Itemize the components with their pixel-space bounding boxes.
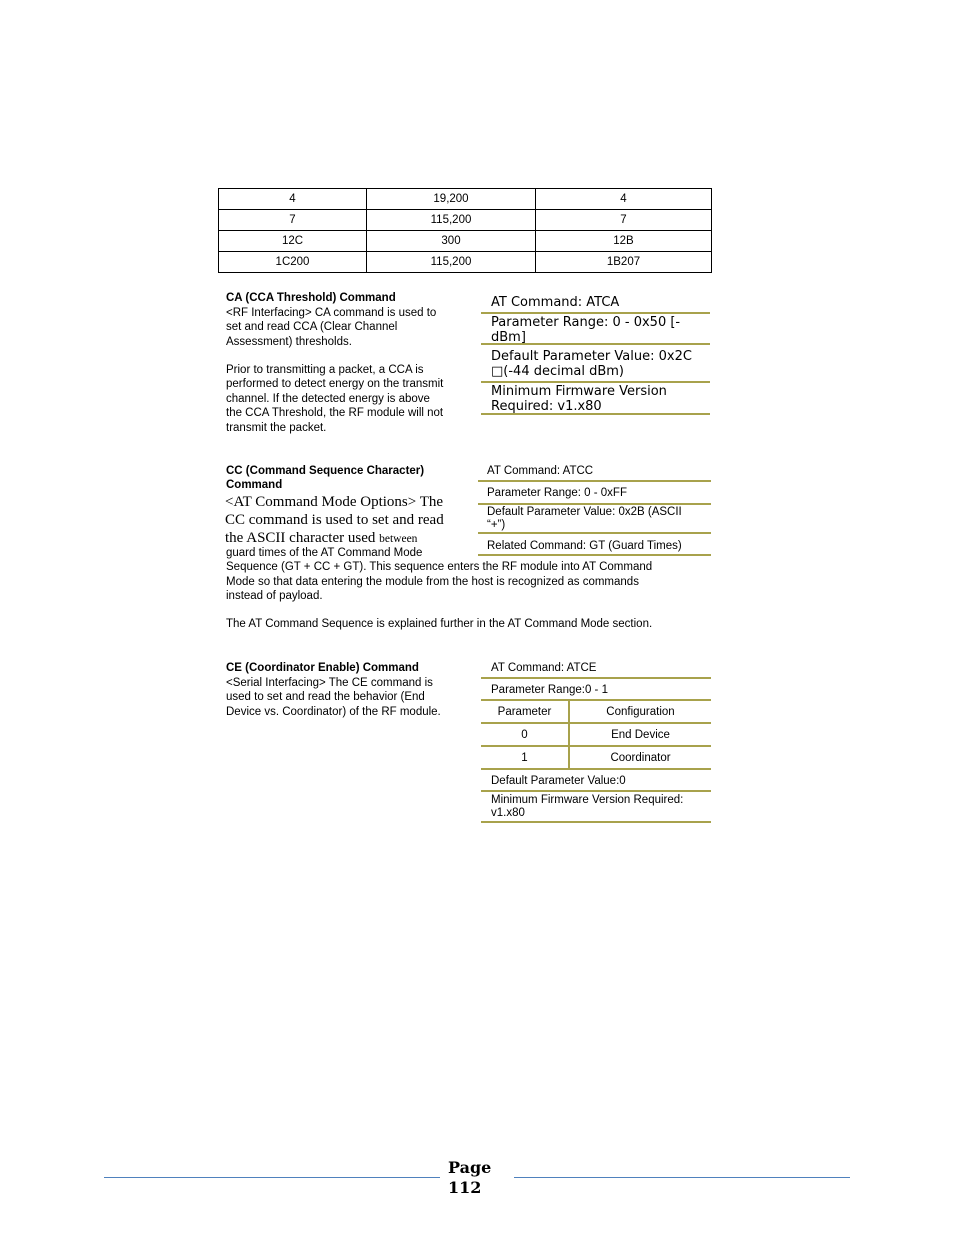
ca-para-line: Prior to transmitting a packet, a CCA is xyxy=(226,364,424,376)
cc-title-line: CC (Command Sequence Character) xyxy=(226,465,425,477)
ca-para-line: transmit the packet. xyxy=(226,421,327,434)
table-cell: End Device xyxy=(569,723,711,746)
ce-default: Default Parameter Value:0 xyxy=(491,775,626,787)
ca-desc-line: Assessment) thresholds. xyxy=(226,335,352,348)
ce-config-header-row xyxy=(481,701,711,723)
ca-default-cell xyxy=(481,345,710,383)
ce-config-table xyxy=(481,701,711,770)
ce-range-cell xyxy=(481,679,711,701)
cc-serif-tail: between xyxy=(379,533,418,545)
ca-default xyxy=(491,349,692,379)
ce-firmware-line: Minimum Firmware Version Required: xyxy=(491,794,684,806)
page-number: 112 xyxy=(448,1178,482,1197)
cc-related: Related Command: GT (Guard Times) xyxy=(487,540,682,552)
ca-desc-line: <RF Interfacing> CA command is used to xyxy=(226,307,437,319)
baud-rate-table xyxy=(218,188,712,273)
ce-at-command: AT Command: ATCE xyxy=(491,662,597,674)
table-cell: Coordinator xyxy=(569,746,711,769)
cc-note: The AT Command Sequence is explained further in the AT Command Mode section. xyxy=(226,618,653,630)
table-row xyxy=(219,210,712,231)
footer-rule-left xyxy=(104,1177,440,1178)
ca-range xyxy=(491,315,680,345)
ce-desc-line: <Serial Interfacing> The CE command is xyxy=(226,677,433,689)
ca-para-line: channel. If the detected energy is above xyxy=(226,392,430,405)
cc-default-cell xyxy=(478,505,711,534)
cc-desc-line: instead of payload. xyxy=(226,590,323,603)
cc-default-line: “+”) xyxy=(487,519,506,531)
ce-description xyxy=(226,676,441,719)
cc-related-cell xyxy=(478,534,711,556)
ca-firmware-cell xyxy=(481,383,710,415)
ca-paragraph xyxy=(226,363,443,435)
ce-firmware-cell xyxy=(481,792,711,823)
cc-serif-intro xyxy=(225,493,444,547)
table-cell: 4 xyxy=(536,189,712,210)
ce-title: CE (Coordinator Enable) Command xyxy=(226,662,419,674)
table-cell: 115,200 xyxy=(367,210,536,231)
table-row xyxy=(219,252,712,273)
ca-description xyxy=(226,306,436,349)
ca-firmware-line: Required: v1.x80 xyxy=(491,399,602,414)
table-cell: 1B207 xyxy=(536,252,712,273)
ca-desc-line: set and read CCA (Clear Channel xyxy=(226,321,398,334)
ca-default-line: Default Parameter Value: 0x2C xyxy=(491,349,692,364)
ca-para-line: the CCA Threshold, the RF module will not xyxy=(226,407,444,420)
table-row xyxy=(481,723,711,746)
ca-para-line: performed to detect energy on the transmit xyxy=(226,378,444,391)
ca-range-cell xyxy=(481,314,710,345)
table-cell: 4 xyxy=(219,189,367,210)
ce-config-header: Parameter xyxy=(481,701,569,723)
cc-desc-line: Sequence (GT + CC + GT). This sequence enters the RF module into AT Command xyxy=(226,561,653,574)
table-cell: 0 xyxy=(481,723,569,746)
ce-range: Parameter Range:0 - 1 xyxy=(491,684,608,696)
table-row xyxy=(219,189,712,210)
table-cell: 7 xyxy=(219,210,367,231)
cc-at-command-cell xyxy=(478,460,711,482)
cc-serif-line: the ASCII character used xyxy=(225,530,376,546)
table-cell: 7 xyxy=(536,210,712,231)
cc-desc-line: guard times of the AT Command Mode xyxy=(226,547,423,559)
ca-at-command-cell xyxy=(481,292,710,314)
cc-default-line: Default Parameter Value: 0x2B (ASCII xyxy=(487,506,682,518)
ce-desc-line: Device vs. Coordinator) of the RF module. xyxy=(226,705,441,718)
ce-desc-line: used to set and read the behavior (End xyxy=(226,691,425,704)
table-cell: 300 xyxy=(367,231,536,252)
cc-title-line: Command xyxy=(226,479,283,492)
ce-config-header: Configuration xyxy=(569,701,711,723)
ca-at-command: AT Command: ATCA xyxy=(491,295,620,310)
ce-default-cell xyxy=(481,771,711,792)
ca-range-line: dBm] xyxy=(491,330,526,345)
footer-rule-right xyxy=(514,1177,850,1178)
ce-firmware-line: v1.x80 xyxy=(491,807,525,819)
table-cell: 19,200 xyxy=(367,189,536,210)
cc-desc-line: Mode so that data entering the module from the host is recognized as commands xyxy=(226,575,639,588)
cc-default xyxy=(487,506,682,532)
ca-title: CA (CCA Threshold) Command xyxy=(226,292,396,304)
table-cell: 1 xyxy=(481,746,569,769)
ca-default-line: □(-44 decimal dBm) xyxy=(491,364,625,379)
table-row xyxy=(481,746,711,769)
cc-at-command: AT Command: ATCC xyxy=(487,465,594,477)
cc-range-cell xyxy=(478,482,711,505)
cc-serif-line: <AT Command Mode Options> The xyxy=(225,494,444,510)
table-cell: 1C200 xyxy=(219,252,367,273)
ce-firmware xyxy=(491,794,683,820)
ca-firmware xyxy=(491,384,667,414)
table-cell: 12C xyxy=(219,231,367,252)
ca-range-line: Parameter Range: 0 - 0x50 [- xyxy=(491,315,681,330)
page-label: Page xyxy=(448,1158,492,1177)
table-cell: 115,200 xyxy=(367,252,536,273)
cc-title xyxy=(226,464,424,493)
table-cell: 12B xyxy=(536,231,712,252)
ca-firmware-line: Minimum Firmware Version xyxy=(491,384,667,399)
cc-range: Parameter Range: 0 - 0xFF xyxy=(487,487,627,499)
cc-serif-line: CC command is used to set and read xyxy=(225,512,444,528)
ce-at-command-cell xyxy=(481,658,711,679)
table-row xyxy=(219,231,712,252)
